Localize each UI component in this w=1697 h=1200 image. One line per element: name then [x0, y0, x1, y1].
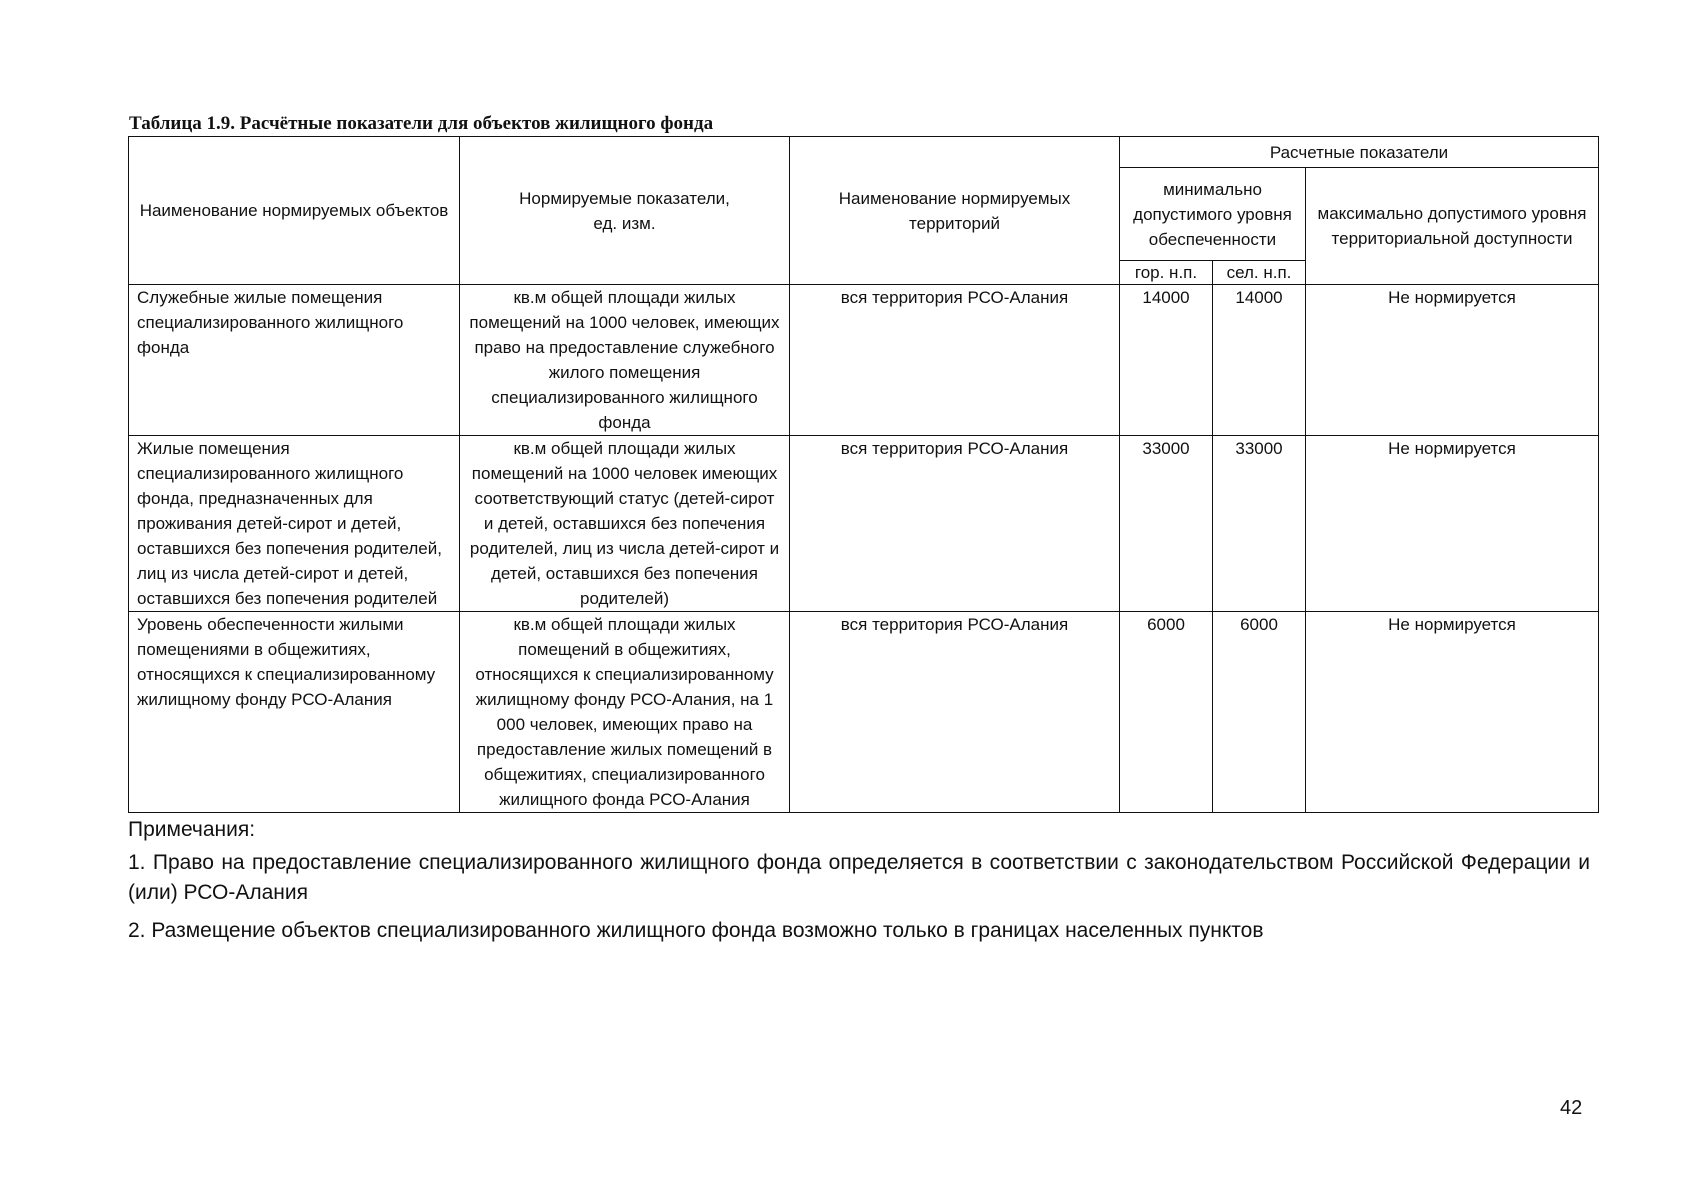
notes-section — [128, 815, 1590, 946]
row-territory: вся территория РСО-Алания — [790, 436, 1120, 612]
row-object: Жилые помещения специализированного жилищного фонда, предназначенных для проживания детей-сирот и детей, оставшихся без попечения родителей, лиц из числа детей-сирот и детей, оставшихся без попечения родителей — [129, 436, 460, 612]
table-caption: Таблица 1.9. Расчётные показатели для объектов жилищного фонда — [129, 113, 714, 134]
note-item-2: 2. Размещение объектов специализированного жилищного фонда возможно только в границах населенных пунктов — [128, 919, 1264, 942]
row-indicator: кв.м общей площади жилых помещений на 1000 человек имеющих соответствующий статус (детей-сирот и детей, оставшихся без попечения родителей, лиц из числа детей-сирот и детей, оставшихся без попечения родителей) — [460, 436, 790, 612]
row-urban-value: 14000 — [1120, 285, 1213, 436]
row-rural-value: 14000 — [1213, 285, 1306, 436]
row-max-value: Не нормируется — [1306, 436, 1599, 612]
document-page — [128, 112, 1598, 946]
table-row — [129, 285, 1599, 436]
row-urban-value: 6000 — [1120, 612, 1213, 813]
header-objects: Наименование нормируемых объектов — [129, 137, 460, 285]
indicators-table — [128, 136, 1599, 813]
table-row — [129, 436, 1599, 612]
row-rural-value: 33000 — [1213, 436, 1306, 612]
header-indicators — [460, 137, 790, 285]
notes-title: Примечания: — [128, 818, 256, 841]
row-territory: вся территория РСО-Алания — [790, 612, 1120, 813]
header-max-level: максимально допустимого уровня территориальной доступности — [1306, 168, 1599, 285]
row-indicator: кв.м общей площади жилых помещений в общежитиях, относящихся к специализированному жилищному фонду РСО-Алания, на 1 000 человек, имеющих право на предоставление жилых помещений в общежитиях, специализированного жилищного фонда РСО-Алания — [460, 612, 790, 813]
row-max-value: Не нормируется — [1306, 285, 1599, 436]
header-calculated-indicators: Расчетные показатели — [1120, 137, 1599, 168]
row-indicator: кв.м общей площади жилых помещений на 1000 человек, имеющих право на предоставление служебного жилого помещения специализированного жилищного фонда — [460, 285, 790, 436]
row-urban-value: 33000 — [1120, 436, 1213, 612]
note-item-1: 1. Право на предоставление специализированного жилищного фонда определяется в соответствии с законодательством Российской Федерации и (или) РСО-Алания — [128, 851, 1590, 904]
row-rural-value: 6000 — [1213, 612, 1306, 813]
table-row — [129, 612, 1599, 813]
row-object: Уровень обеспеченности жилыми помещениями в общежитиях, относящихся к специализированному жилищному фонду РСО-Алания — [129, 612, 460, 813]
header-row-1 — [129, 137, 1599, 168]
row-max-value: Не нормируется — [1306, 612, 1599, 813]
header-rural: сел. н.п. — [1213, 261, 1306, 285]
header-indicators-line1: Нормируемые показатели, — [519, 188, 730, 208]
header-indicators-line2: ед. изм. — [593, 213, 656, 233]
row-territory: вся территория РСО-Алания — [790, 285, 1120, 436]
page-number: 42 — [1560, 1097, 1583, 1119]
header-territories: Наименование нормируемых территорий — [790, 137, 1120, 285]
header-urban: гор. н.п. — [1120, 261, 1213, 285]
row-object: Служебные жилые помещения специализированного жилищного фонда — [129, 285, 460, 436]
header-min-level: минимально допустимого уровня обеспеченности — [1120, 168, 1306, 261]
